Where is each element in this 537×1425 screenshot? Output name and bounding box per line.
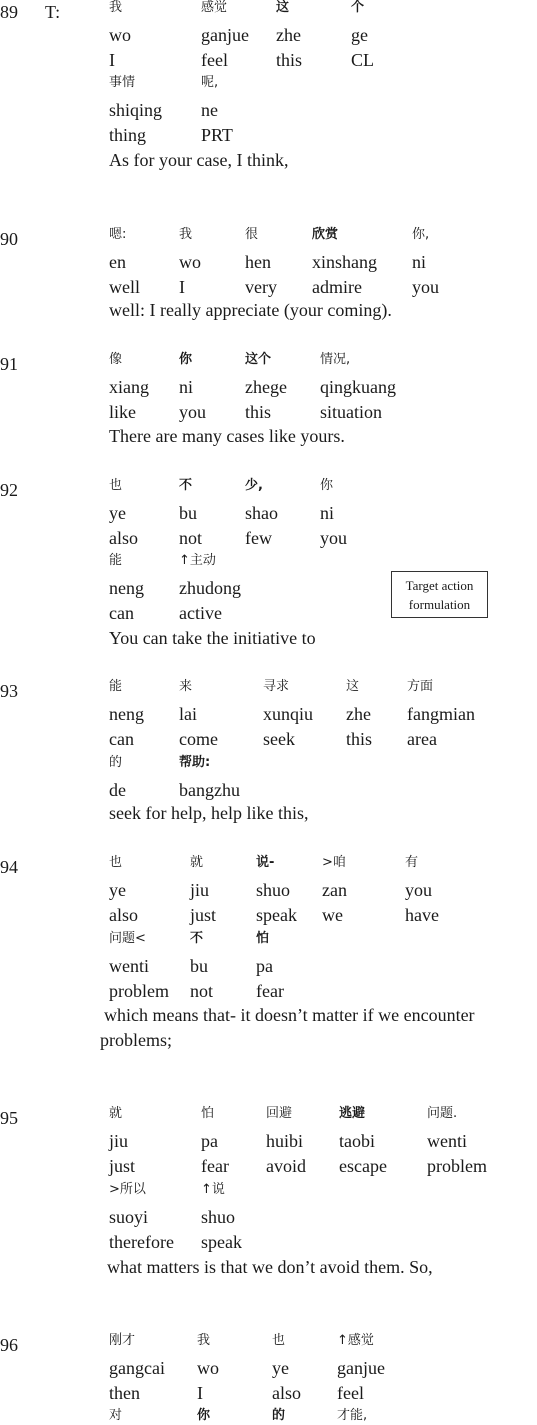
pinyin-word: gangcai (109, 1358, 165, 1378)
chinese-characters: 这 (346, 679, 360, 694)
gloss-word: you (412, 277, 439, 297)
speaker-label: T: (45, 2, 61, 22)
chinese-characters: 我 (197, 1333, 211, 1348)
translation-line: There are many cases like yours. (109, 426, 345, 446)
pinyin-word: xinshang (312, 252, 377, 272)
pinyin-word: ye (109, 503, 126, 523)
chinese-characters: 不 (190, 931, 204, 946)
pinyin-word: neng (109, 704, 144, 724)
gloss-word: CL (351, 50, 375, 70)
gloss-word: area (407, 729, 437, 749)
gloss-word: very (245, 277, 277, 297)
pinyin-word: jiu (109, 1131, 129, 1151)
gloss-word: speak (201, 1232, 242, 1252)
gloss-word: avoid (266, 1156, 306, 1176)
gloss-word: escape (339, 1156, 387, 1176)
translation-line: problems; (100, 1030, 172, 1050)
chinese-characters: 这 (276, 0, 290, 15)
gloss-word: problem (109, 981, 169, 1001)
line-number: 90 (0, 229, 18, 249)
gloss-word: this (245, 402, 272, 422)
line-number: 93 (0, 681, 18, 701)
chinese-characters: 回避 (266, 1106, 293, 1121)
translation-line: which means that- it doesn’t matter if we encounter (104, 1005, 475, 1025)
pinyin-word: pa (201, 1131, 218, 1151)
gloss-word: also (272, 1383, 301, 1403)
translation-line: well: I really appreciate (your coming). (109, 300, 392, 320)
gloss-word: few (245, 528, 272, 548)
chinese-characters: 逃避 (339, 1106, 366, 1121)
chinese-characters: 能 (109, 553, 123, 568)
pinyin-word: suoyi (109, 1207, 149, 1227)
pinyin-word: lai (179, 704, 197, 724)
chinese-characters: 个 (351, 0, 365, 15)
pinyin-word: zhe (276, 25, 301, 45)
gloss-word: not (179, 528, 203, 548)
pinyin-word: shuo (256, 880, 291, 900)
chinese-characters: 你 (320, 478, 334, 493)
gloss-word: just (190, 905, 217, 925)
gloss-word: fear (256, 981, 284, 1001)
line-number: 95 (0, 1108, 18, 1128)
chinese-characters: 呢, (201, 75, 219, 90)
gloss-word: feel (337, 1383, 364, 1403)
chinese-characters: 少, (245, 478, 263, 493)
pinyin-word: ge (351, 25, 368, 45)
chinese-characters: 就 (109, 1106, 123, 1121)
chinese-characters: 不 (179, 478, 193, 493)
gloss-word: come (179, 729, 218, 749)
gloss-word: active (179, 603, 222, 623)
pinyin-word: hen (245, 252, 271, 272)
chinese-characters: 能 (109, 679, 123, 694)
pinyin-word: wo (179, 252, 201, 272)
gloss-word: thing (109, 125, 147, 145)
chinese-characters: 寻求 (263, 679, 290, 694)
chinese-characters: 的 (109, 755, 123, 770)
gloss-word: you (320, 528, 347, 548)
pinyin-word: wo (197, 1358, 219, 1378)
chinese-characters: 有 (405, 855, 419, 870)
gloss-word: you (179, 402, 206, 422)
chinese-characters: 嗯: (109, 227, 127, 242)
chinese-characters: 我 (109, 0, 123, 15)
chinese-characters: 也 (272, 1333, 286, 1348)
gloss-word: problem (427, 1156, 487, 1176)
pinyin-word: xunqiu (263, 704, 314, 724)
gloss-word: just (109, 1156, 136, 1176)
chinese-characters: 欣赏 (312, 227, 339, 242)
line-number: 92 (0, 480, 18, 500)
gloss-word: PRT (201, 125, 233, 145)
chinese-characters: ↑主动 (179, 553, 216, 568)
pinyin-word: bangzhu (179, 780, 240, 800)
gloss-word: we (322, 905, 343, 925)
chinese-characters: 也 (109, 855, 123, 870)
chinese-characters: ↑感觉 (337, 1333, 374, 1348)
chinese-characters: 来 (179, 679, 193, 694)
pinyin-word: shuo (201, 1207, 236, 1227)
chinese-characters: 刚才 (109, 1333, 136, 1348)
gloss-word: this (276, 50, 303, 70)
gloss-word: well (109, 277, 140, 297)
chinese-characters: 你 (179, 352, 193, 367)
pinyin-word: ye (272, 1358, 289, 1378)
gloss-word: also (109, 528, 138, 548)
pinyin-word: huibi (266, 1131, 304, 1151)
pinyin-word: jiu (190, 880, 210, 900)
chinese-characters: 对 (109, 1408, 123, 1423)
chinese-characters: 感觉 (201, 0, 228, 15)
pinyin-word: wo (109, 25, 131, 45)
chinese-characters: 怕 (256, 931, 270, 946)
gloss-word: therefore (109, 1232, 174, 1252)
chinese-characters: 你 (197, 1408, 211, 1423)
gloss-word: can (109, 603, 134, 623)
pinyin-word: de (109, 780, 126, 800)
gloss-word: like (109, 402, 136, 422)
line-number: 96 (0, 1335, 18, 1355)
gloss-word: I (109, 50, 115, 70)
chinese-characters: 很 (245, 227, 259, 242)
pinyin-word: ni (412, 252, 427, 272)
chinese-characters: ↑说 (201, 1182, 225, 1197)
gloss-word: can (109, 729, 134, 749)
chinese-characters: 也 (109, 478, 123, 493)
pinyin-word: shiqing (109, 100, 163, 120)
translation-line: what matters is that we don’t avoid them. So, (107, 1257, 433, 1277)
chinese-characters: 事情 (109, 75, 136, 90)
chinese-characters: 就 (190, 855, 204, 870)
chinese-characters: >咱 (322, 855, 346, 870)
translation-line: seek for help, help like this, (109, 803, 309, 823)
chinese-characters: 才能, (337, 1408, 368, 1423)
line-number: 89 (0, 2, 18, 22)
gloss-word: situation (320, 402, 382, 422)
chinese-characters: >所以 (109, 1182, 146, 1197)
pinyin-word: you (405, 880, 432, 900)
chinese-characters: 帮助: (179, 755, 211, 770)
pinyin-word: ye (109, 880, 126, 900)
target-action-annotation-box: Target action formulation (391, 571, 488, 618)
pinyin-word: xiang (109, 377, 149, 397)
gloss-word: not (190, 981, 214, 1001)
gloss-word: then (109, 1383, 140, 1403)
chinese-characters: 这个 (245, 352, 272, 367)
gloss-word: also (109, 905, 138, 925)
line-number: 91 (0, 354, 18, 374)
gloss-word: this (346, 729, 373, 749)
gloss-word: fear (201, 1156, 229, 1176)
pinyin-word: ganjue (201, 25, 249, 45)
chinese-characters: 方面 (407, 679, 434, 694)
pinyin-word: fangmian (407, 704, 475, 724)
chinese-characters: 情况, (320, 352, 351, 367)
pinyin-word: en (109, 252, 126, 272)
pinyin-word: ganjue (337, 1358, 385, 1378)
pinyin-word: zhe (346, 704, 371, 724)
pinyin-word: ne (201, 100, 218, 120)
pinyin-word: taobi (339, 1131, 375, 1151)
pinyin-word: neng (109, 578, 144, 598)
pinyin-word: zan (322, 880, 347, 900)
chinese-characters: 的 (272, 1408, 286, 1423)
translation-line: As for your case, I think, (109, 150, 289, 170)
pinyin-word: wenti (427, 1131, 467, 1151)
chinese-characters: 像 (109, 352, 123, 367)
pinyin-word: zhudong (179, 578, 241, 598)
pinyin-word: pa (256, 956, 273, 976)
gloss-word: I (197, 1383, 203, 1403)
gloss-word: I (179, 277, 185, 297)
pinyin-word: shao (245, 503, 278, 523)
pinyin-word: ni (320, 503, 335, 523)
pinyin-word: qingkuang (320, 377, 396, 397)
gloss-word: seek (263, 729, 295, 749)
pinyin-word: wenti (109, 956, 149, 976)
chinese-characters: 我 (179, 227, 193, 242)
gloss-word: speak (256, 905, 297, 925)
gloss-word: have (405, 905, 439, 925)
pinyin-word: bu (190, 956, 208, 976)
gloss-word: admire (312, 277, 362, 297)
chinese-characters: 说- (256, 855, 275, 870)
pinyin-word: bu (179, 503, 197, 523)
chinese-characters: 问题. (427, 1106, 458, 1121)
pinyin-word: ni (179, 377, 194, 397)
pinyin-word: zhege (245, 377, 287, 397)
chinese-characters: 怕 (201, 1106, 215, 1121)
chinese-characters: 问题< (109, 931, 146, 946)
line-number: 94 (0, 857, 18, 877)
chinese-characters: 你, (412, 227, 430, 242)
gloss-word: feel (201, 50, 228, 70)
translation-line: You can take the initiative to (109, 628, 316, 648)
